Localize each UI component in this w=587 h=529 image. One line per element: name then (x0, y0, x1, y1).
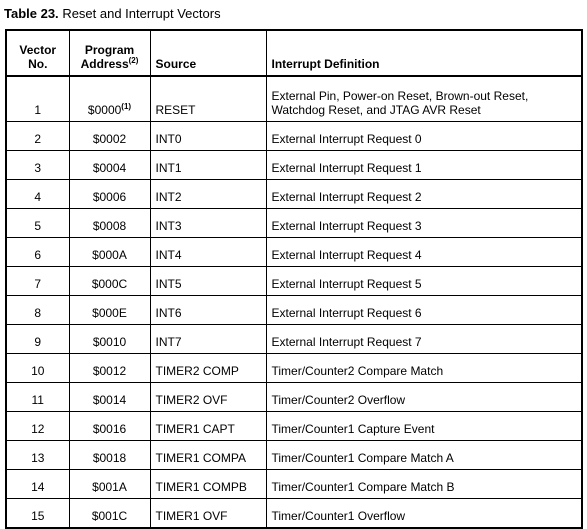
header-address-line1: Program (84, 43, 135, 57)
cell-vector-no: 1 (6, 76, 69, 122)
header-program-address (69, 30, 150, 76)
cell-definition-line2: Watchdog Reset, and JTAG AVR Reset (271, 103, 481, 117)
cell-interrupt-definition: Timer/Counter2 Compare Match (266, 354, 582, 383)
cell-address-value: $0000 (87, 103, 122, 117)
cell-interrupt-definition: External Interrupt Request 6 (266, 296, 582, 325)
cell-definition-line1: External Pin, Power-on Reset, Brown-out Reset, (271, 89, 529, 103)
table-row (6, 470, 582, 499)
cell-source: TIMER1 COMPA (150, 441, 266, 470)
table-row (6, 209, 582, 238)
cell-program-address: $0018 (69, 441, 150, 470)
cell-program-address: $0010 (69, 325, 150, 354)
cell-source: TIMER1 CAPT (150, 412, 266, 441)
cell-vector-no: 13 (6, 441, 69, 470)
cell-program-address: $000C (69, 267, 150, 296)
table-row (6, 296, 582, 325)
cell-source: INT7 (150, 325, 266, 354)
table-title: Reset and Interrupt Vectors (62, 6, 221, 21)
cell-vector-no: 12 (6, 412, 69, 441)
table-row (6, 441, 582, 470)
cell-source: TIMER2 OVF (150, 383, 266, 412)
header-vector-line1: Vector (19, 43, 57, 57)
cell-source: INT3 (150, 209, 266, 238)
table-row (6, 180, 582, 209)
cell-program-address (69, 76, 150, 122)
cell-source: INT1 (150, 151, 266, 180)
cell-interrupt-definition: Timer/Counter1 Overflow (266, 499, 582, 529)
header-vector-line2: No. (28, 57, 48, 71)
cell-vector-no: 8 (6, 296, 69, 325)
cell-program-address: $001A (69, 470, 150, 499)
header-row (6, 30, 582, 76)
cell-source: INT0 (150, 122, 266, 151)
table-row (6, 499, 582, 529)
cell-interrupt-definition (266, 76, 582, 122)
vector-table (5, 29, 583, 529)
cell-program-address: $0002 (69, 122, 150, 151)
cell-vector-no: 14 (6, 470, 69, 499)
header-address-footnote: (2) (128, 56, 139, 65)
cell-interrupt-definition: Timer/Counter1 Compare Match A (266, 441, 582, 470)
cell-program-address: $0008 (69, 209, 150, 238)
cell-source: INT5 (150, 267, 266, 296)
table-row (6, 383, 582, 412)
cell-vector-no: 15 (6, 499, 69, 529)
cell-vector-no: 3 (6, 151, 69, 180)
cell-interrupt-definition: Timer/Counter2 Overflow (266, 383, 582, 412)
header-address-line2: Address (80, 57, 129, 71)
cell-program-address: $0006 (69, 180, 150, 209)
cell-interrupt-definition: Timer/Counter1 Compare Match B (266, 470, 582, 499)
cell-source: RESET (150, 76, 266, 122)
table-row (6, 267, 582, 296)
cell-interrupt-definition: External Interrupt Request 3 (266, 209, 582, 238)
cell-interrupt-definition: External Interrupt Request 7 (266, 325, 582, 354)
cell-interrupt-definition: Timer/Counter1 Capture Event (266, 412, 582, 441)
header-vector-no (6, 30, 69, 76)
cell-vector-no: 11 (6, 383, 69, 412)
table-row (6, 412, 582, 441)
cell-vector-no: 4 (6, 180, 69, 209)
cell-program-address: $0016 (69, 412, 150, 441)
cell-vector-no: 7 (6, 267, 69, 296)
cell-program-address: $001C (69, 499, 150, 529)
cell-program-address: $0004 (69, 151, 150, 180)
cell-vector-no: 10 (6, 354, 69, 383)
cell-source: INT6 (150, 296, 266, 325)
table-row (6, 354, 582, 383)
table-number: Table 23. (4, 6, 59, 21)
table-row (6, 325, 582, 354)
cell-interrupt-definition: External Interrupt Request 1 (266, 151, 582, 180)
cell-program-address: $000A (69, 238, 150, 267)
cell-program-address: $0012 (69, 354, 150, 383)
header-interrupt-definition: Interrupt Definition (266, 30, 582, 76)
table-row (6, 122, 582, 151)
cell-program-address: $000E (69, 296, 150, 325)
cell-interrupt-definition: External Interrupt Request 2 (266, 180, 582, 209)
table-row (6, 151, 582, 180)
cell-interrupt-definition: External Interrupt Request 4 (266, 238, 582, 267)
cell-source: TIMER1 OVF (150, 499, 266, 529)
cell-program-address: $0014 (69, 383, 150, 412)
cell-interrupt-definition: External Interrupt Request 0 (266, 122, 582, 151)
table-caption (4, 6, 221, 22)
cell-source: INT4 (150, 238, 266, 267)
cell-vector-no: 2 (6, 122, 69, 151)
cell-vector-no: 5 (6, 209, 69, 238)
table-row (6, 238, 582, 267)
cell-source: INT2 (150, 180, 266, 209)
cell-source: TIMER1 COMPB (150, 470, 266, 499)
table-row (6, 76, 582, 122)
cell-source: TIMER2 COMP (150, 354, 266, 383)
cell-address-footnote: (1) (121, 102, 132, 111)
cell-vector-no: 9 (6, 325, 69, 354)
header-source: Source (150, 30, 266, 76)
cell-interrupt-definition: External Interrupt Request 5 (266, 267, 582, 296)
cell-vector-no: 6 (6, 238, 69, 267)
